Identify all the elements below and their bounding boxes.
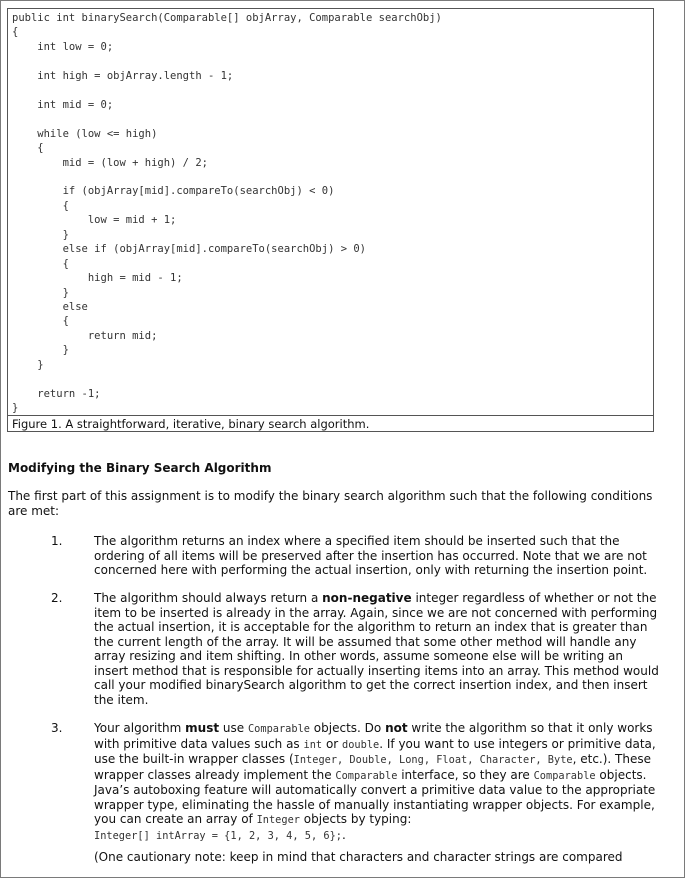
figure-1 (7, 8, 654, 432)
code-line: low = mid + 1; (12, 214, 177, 227)
code-line: else if (objArray[mid].compareTo(searchObj) > 0) (12, 243, 367, 256)
item3-code-wrappers: Integer, Double, Long, Float, Character, Byte (293, 754, 573, 766)
code-line: while (low <= high) (12, 127, 158, 140)
figure-caption: Figure 1. A straightforward, iterative, binary search algorithm. (12, 417, 370, 431)
code-line: } (12, 344, 69, 357)
item3-code-int: int (303, 738, 323, 751)
item3-text: objects. Java’s autoboxing feature will automatically convert a primitive data value to the appropriate wrapper type, eliminating the hassle of manually instantiating wrapper objects. For example, you can create an array of (94, 767, 656, 826)
code-line: { (12, 142, 44, 155)
code-line: } (12, 358, 44, 371)
code-line: { (12, 257, 69, 270)
item3-text: . If you want to use integers or primitive data, use the built-in wrapper classes ( (94, 736, 656, 766)
code-line: { (12, 315, 69, 328)
code-line: if (objArray[mid].compareTo(searchObj) < 0) (12, 185, 335, 198)
code-line: public int binarySearch(Comparable[] objArray, Comparable searchObj) (12, 12, 442, 24)
list-number-3: 3. (51, 721, 63, 735)
code-line: int low = 0; (12, 40, 114, 53)
item3-text: . (341, 827, 346, 842)
code-line: } (12, 286, 69, 299)
code-line: mid = (low + high) / 2; (12, 156, 208, 169)
item3-must: must (185, 721, 220, 735)
item3-text: objects. Do (309, 721, 386, 735)
list-item-3 (94, 721, 659, 843)
item3-code-example: Integer[] intArray = {1, 2, 3, 4, 5, 6}; (94, 829, 342, 842)
item3-text: objects by typing: (299, 812, 412, 826)
item3-text: write the algorithm so that it only works with primitive data values such as (94, 721, 653, 751)
code-line: } (12, 228, 69, 241)
item3-text: Your algorithm (94, 721, 186, 735)
figure-caption-row (8, 415, 653, 432)
item3-text: interface, so they are (397, 767, 534, 782)
item3-not: not (385, 721, 408, 735)
code-line: return -1; (12, 387, 101, 400)
cautionary-note: (One cautionary note: keep in mind that characters and character strings are compared (94, 850, 623, 864)
list-item-2 (94, 591, 659, 707)
code-line: } (12, 402, 19, 415)
code-line: return mid; (12, 329, 158, 342)
list-item-1: The algorithm returns an index where a specified item should be inserted such that the ordering of all items will be preserved after the insertion has occurred. Note that we are not concerned here with performing the actual insertion, only with returning the insertion point. (94, 534, 648, 577)
code-line: int mid = 0; (12, 98, 114, 111)
code-line: high = mid - 1; (12, 272, 183, 285)
item3-text: or (322, 736, 343, 751)
item3-text: , etc.). These wrapper classes already implement the (94, 752, 652, 782)
item3-code-comparable: Comparable (335, 769, 398, 782)
code-line: int high = objArray.length - 1; (12, 69, 234, 82)
list-number-1: 1. (51, 534, 63, 548)
code-line: { (12, 199, 69, 212)
item3-code-double: double (342, 738, 380, 751)
code-line: else (12, 301, 88, 313)
list-item-2-text-a: The algorithm should always return a (94, 591, 323, 605)
item3-code-comparable: Comparable (533, 769, 596, 782)
item3-code-integer: Integer (256, 814, 300, 826)
code-block (8, 9, 653, 415)
list-item-2-emphasis: non-negative (322, 591, 412, 605)
item3-code-comparable: Comparable (247, 723, 310, 735)
list-number-2: 2. (51, 591, 63, 605)
item3-text: use (219, 721, 248, 735)
section-heading: Modifying the Binary Search Algorithm (8, 461, 272, 475)
code-line: { (12, 26, 19, 39)
intro-paragraph: The first part of this assignment is to modify the binary search algorithm such that the following conditions are met: (8, 489, 653, 518)
list-item-2-text-c: integer regardless of whether or not the item to be inserted is already in the array. Again, since we are not concerned with performing the actual insertion, it is acceptable for the algorithm to return an index that is greater than the current length of the array. It will be assumed that some other method will handle any array resizing and item shifting. In other words, assume someone else will be writing an insert method that is responsible for actually inserting items into an array. This method would call your modified binarySearch algorithm to get the correct insertion index, and then insert the item. (94, 591, 659, 707)
